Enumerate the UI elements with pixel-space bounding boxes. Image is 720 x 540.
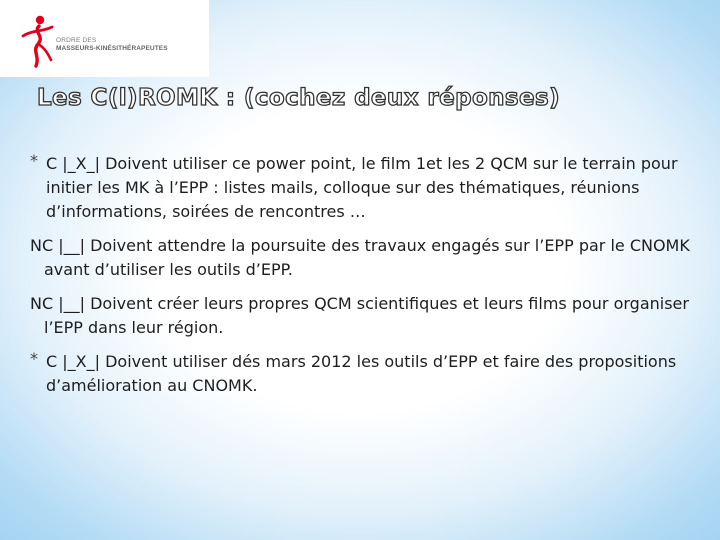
logo-text-line1: ORDRE DES	[56, 37, 97, 44]
answer-list	[30, 152, 702, 408]
answer-item	[30, 152, 702, 224]
answer-item	[30, 292, 702, 340]
answer-text: C |_X_| Doivent utiliser ce power point, le film 1et les 2 QCM sur le terrain pour initier les MK à l’EPP : listes mails, colloque sur des thématiques, réunions d’informations, soirées de rencontres …	[46, 154, 678, 221]
slide-title: Les C(l)ROMK : (cochez deux réponses)	[37, 85, 561, 111]
answer-item	[30, 234, 702, 282]
answer-text: NC |__| Doivent créer leurs propres QCM scientifiques et leurs films pour organiser l’EPP dans leur région.	[30, 294, 689, 337]
bullet-asterisk: *	[30, 151, 38, 170]
logo	[0, 0, 209, 77]
answer-item	[30, 350, 702, 398]
runner-figure-icon	[18, 14, 58, 70]
answer-text: C |_X_| Doivent utiliser dés mars 2012 les outils d’EPP et faire des propositions d’amélioration au CNOMK.	[46, 352, 677, 395]
answer-text: NC |__| Doivent attendre la poursuite des travaux engagés sur l’EPP par le CNOMK avant d’utiliser les outils d’EPP.	[30, 236, 690, 279]
bullet-asterisk: *	[30, 349, 38, 368]
logo-text-line2: MASSEURS-KINÉSITHÉRAPEUTES	[56, 45, 168, 52]
